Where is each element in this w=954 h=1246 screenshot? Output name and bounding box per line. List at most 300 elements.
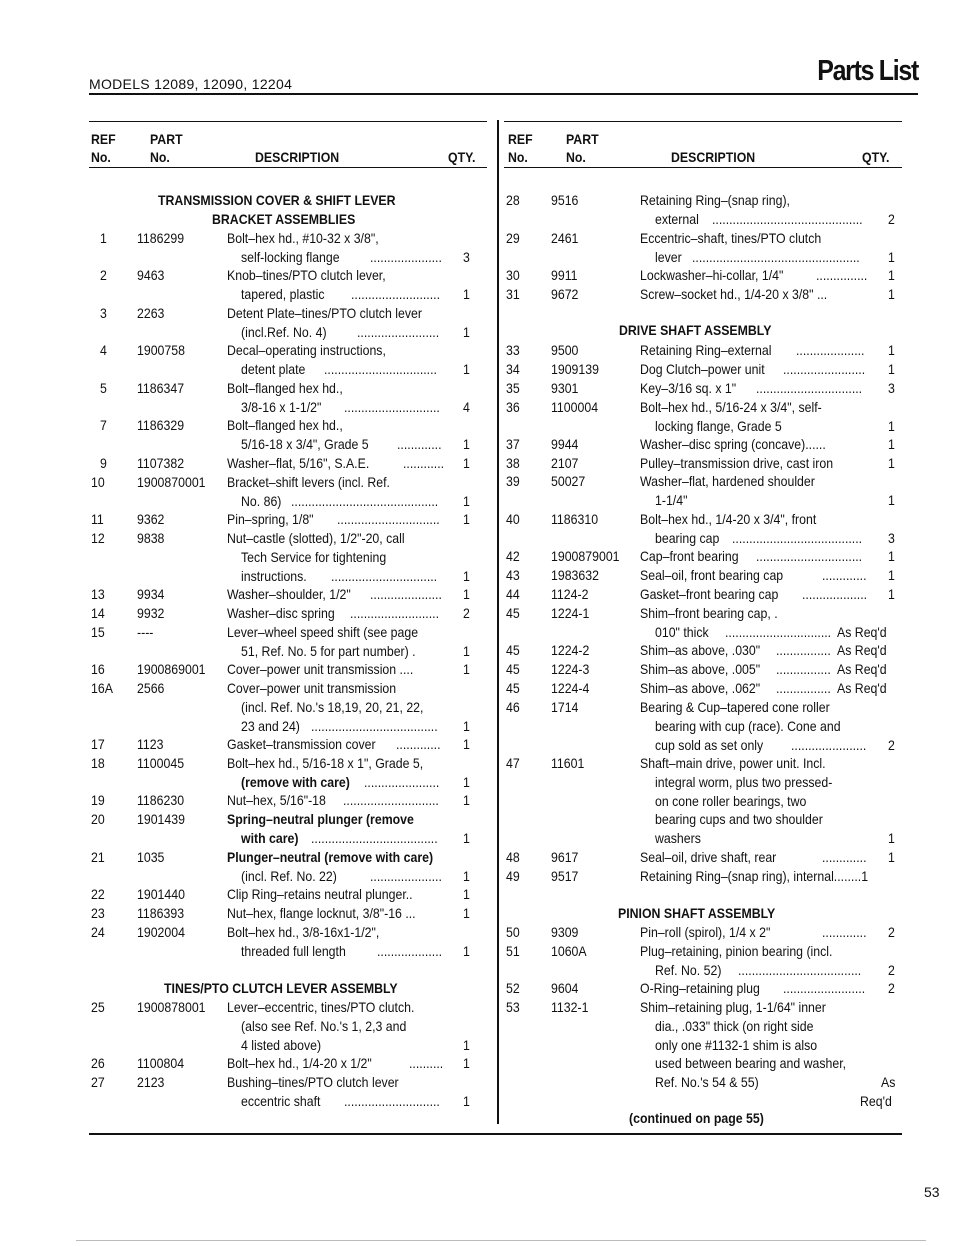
ref-number: 48 — [506, 849, 520, 865]
dot-leader: ........................ — [782, 980, 865, 996]
ref-number: 4 — [100, 342, 107, 358]
part-number: 1186329 — [137, 417, 185, 433]
ref-number: 23 — [91, 905, 105, 921]
quantity: 1 — [887, 548, 895, 564]
description-line: 4 listed above) — [241, 1036, 322, 1053]
description-line: Eccentric–shaft, tines/PTO clutch — [640, 230, 822, 246]
part-number: 1900879001 — [551, 548, 620, 564]
description-line: washers — [655, 830, 701, 847]
part-number: 9934 — [137, 586, 165, 602]
dot-leader: ............. — [822, 849, 867, 865]
quantity: 2 — [887, 210, 895, 227]
description-line: Lockwasher–hi-collar, 1/4" — [640, 267, 784, 283]
section-heading: TRANSMISSION COVER & SHIFT LEVER — [158, 192, 396, 208]
dot-leader: ............................ — [343, 792, 440, 808]
quantity: 1 — [887, 436, 895, 452]
description-line: Pin–spring, 1/8" — [227, 511, 314, 527]
description-line: (incl.Ref. No. 4) — [241, 323, 327, 340]
part-number: 2123 — [137, 1074, 165, 1090]
ref-number: 9 — [100, 455, 107, 471]
dot-leader: ..................................... — [311, 829, 438, 846]
column-divider — [497, 120, 499, 1124]
quantity: 1 — [462, 1036, 470, 1053]
description-line: Bolt–flanged hex hd., — [227, 380, 343, 396]
quantity: 1 — [887, 361, 895, 377]
part-number: 9617 — [551, 849, 579, 865]
dot-leader: ..................... — [369, 586, 442, 602]
description-line: Retaining Ring–(snap ring), — [640, 192, 790, 208]
quantity: As Req'd — [837, 623, 888, 640]
part-number: 1900869001 — [137, 661, 206, 677]
continued-note: (continued on page 55) — [629, 1110, 764, 1126]
part-number: 1900870001 — [137, 474, 206, 490]
dot-leader: .......... — [409, 1055, 444, 1071]
description-line: Screw–socket hd., 1/4-20 x 3/8" ... — [640, 286, 828, 302]
description-line: instructions. — [241, 567, 307, 584]
description-line: bearing cap — [655, 529, 720, 546]
ref-number: 29 — [506, 230, 520, 246]
ref-number: 45 — [506, 661, 520, 677]
quantity: 1 — [462, 511, 470, 527]
description-line: Bolt–hex hd., 5/16-24 x 3/4", self- — [640, 399, 822, 415]
description-line: Plug–retaining, pinion bearing (incl. — [640, 943, 833, 959]
description-line: tapered, plastic — [241, 285, 325, 302]
section-heading: TINES/PTO CLUTCH LEVER ASSEMBLY — [164, 980, 398, 996]
ref-number: 44 — [506, 586, 520, 602]
qty-header-left: QTY. — [448, 149, 476, 165]
dot-leader: ..................... — [370, 867, 443, 884]
description-line: Retaining Ring–(snap ring), internal........1 — [640, 868, 869, 884]
description-line: Bushing–tines/PTO clutch lever — [227, 1074, 399, 1090]
ref-number: 15 — [91, 624, 105, 640]
quantity: 1 — [462, 1092, 470, 1109]
ref-number: 45 — [506, 605, 520, 621]
part-number: 9911 — [551, 267, 578, 283]
description-line: Bolt–flanged hex hd., — [227, 417, 343, 433]
dot-leader: ................................. — [324, 360, 438, 377]
description-line: Bracket–shift levers (incl. Ref. — [227, 474, 390, 490]
dot-leader: ............................... — [756, 548, 863, 564]
description-line: Bearing & Cup–tapered cone roller — [640, 699, 830, 715]
description-line: Cover–power unit transmission — [227, 680, 397, 696]
part-number: 1902004 — [137, 924, 185, 940]
quantity: Req'd — [860, 1093, 892, 1109]
part-number: 9604 — [551, 980, 579, 996]
description-line: O-Ring–retaining plug — [640, 980, 760, 996]
description-line: 23 and 24) — [241, 717, 300, 734]
description-line: Gasket–transmission cover — [227, 736, 376, 752]
quantity: 2 — [887, 980, 895, 996]
ref-number: 5 — [100, 380, 107, 396]
description-line: Cap–front bearing — [640, 548, 739, 564]
quantity: 1 — [462, 285, 470, 302]
quantity: 2 — [887, 961, 895, 978]
ref-number: 34 — [506, 361, 520, 377]
description-line: Pin–roll (spirol), 1/4 x 2" — [640, 924, 771, 940]
quantity: 1 — [462, 661, 470, 677]
quantity: 1 — [887, 455, 895, 471]
part-number: 1900878001 — [137, 999, 206, 1015]
part-number: 1224-1 — [551, 605, 590, 621]
quantity: As Req'd — [837, 661, 888, 677]
description-line: Ref. No. 52) — [655, 961, 722, 978]
description-line: Shim–as above, .005" — [640, 661, 761, 677]
description-line: 5/16-18 x 3/4", Grade 5 — [241, 435, 369, 452]
description-line: Lever–wheel speed shift (see page — [227, 624, 419, 640]
description-line: lever — [655, 248, 682, 265]
description-line: Ref. No.'s 54 & 55) — [655, 1074, 759, 1091]
ref-number: 39 — [506, 473, 520, 489]
quantity: 1 — [462, 586, 470, 602]
description-line: No. 86) — [241, 492, 282, 509]
ref-number: 11 — [91, 511, 104, 527]
description-line: (incl. Ref. No. 22) — [241, 867, 337, 884]
part-header-left: PART No. — [150, 131, 183, 165]
part-number: 9500 — [551, 342, 579, 358]
dot-leader: ................................................. — [692, 248, 860, 265]
page-title: Parts List — [817, 55, 918, 87]
dot-leader: ................... — [802, 586, 868, 602]
quantity: 2 — [462, 605, 470, 621]
description-line: Clip Ring–retains neutral plunger.. — [227, 886, 413, 902]
quantity: As Req'd — [837, 642, 888, 658]
section-heading: BRACKET ASSEMBLIES — [212, 211, 356, 227]
dot-leader: ................ — [776, 680, 831, 696]
description-line: Plunger–neutral (remove with care) — [227, 849, 434, 865]
ref-number: 20 — [91, 811, 105, 827]
description-line: Bolt–hex hd., 3/8-16x1-1/2", — [227, 924, 380, 940]
quantity: 1 — [887, 417, 895, 434]
description-line: 010" thick — [655, 623, 709, 640]
quantity: 1 — [887, 267, 895, 283]
part-number: 1186310 — [551, 511, 599, 527]
dot-leader: ..................... — [370, 248, 443, 265]
part-number: 1901439 — [137, 811, 185, 827]
description-line: only one #1132-1 shim is also — [655, 1036, 818, 1053]
left-table-top-rule — [89, 121, 487, 122]
ref-number: 2 — [100, 267, 107, 283]
description-line: Shim–as above, .030" — [640, 642, 761, 658]
dot-leader: ............ — [402, 455, 444, 471]
header-rule — [89, 93, 918, 95]
bottom-rule — [89, 1133, 902, 1135]
description-line: Nut–hex, 5/16"-18 — [227, 792, 326, 808]
part-number: 2107 — [551, 455, 579, 471]
ref-header-right: REF No. — [508, 131, 533, 165]
ref-number: 45 — [506, 680, 520, 696]
dot-leader: ............................... — [756, 380, 863, 396]
part-number: 1909139 — [551, 361, 599, 377]
part-number: 1186230 — [137, 792, 185, 808]
description-line: (also see Ref. No.'s 1, 2,3 and — [241, 1017, 407, 1034]
description-line: Seal–oil, drive shaft, rear — [640, 849, 777, 865]
dot-leader: ............. — [822, 924, 867, 940]
part-header-right: PART No. — [566, 131, 599, 165]
part-number: 9672 — [551, 286, 579, 302]
part-number: 1100004 — [551, 399, 599, 415]
ref-number: 50 — [506, 924, 520, 940]
left-header-rule — [89, 167, 487, 168]
part-number: 9517 — [551, 868, 579, 884]
part-number: ---- — [137, 624, 154, 640]
ref-number: 35 — [506, 380, 520, 396]
dot-leader: ............. — [822, 567, 867, 583]
quantity: 2 — [887, 736, 895, 753]
quantity: 4 — [462, 398, 470, 415]
description-line: external — [655, 210, 699, 227]
ref-number: 24 — [91, 924, 105, 940]
ref-number: 14 — [91, 605, 105, 621]
part-number: 1132-1 — [551, 999, 589, 1015]
ref-number: 30 — [506, 267, 520, 283]
ref-number: 31 — [506, 286, 520, 302]
dot-leader: ............................... — [330, 567, 437, 584]
part-number: 1107382 — [137, 455, 185, 471]
description-line: used between bearing and washer, — [655, 1055, 847, 1072]
ref-header-left: REF No. — [91, 131, 116, 165]
part-number: 1035 — [137, 849, 165, 865]
part-number: 1901440 — [137, 886, 185, 902]
part-number: 1186393 — [137, 905, 185, 921]
dot-leader: ............................ — [344, 398, 440, 415]
description-line: bearing with cup (race). Cone and — [655, 717, 841, 734]
description-line: Seal–oil, front bearing cap — [640, 567, 784, 583]
description-line: Cover–power unit transmission .... — [227, 661, 414, 677]
quantity: 3 — [887, 529, 895, 546]
description-line: detent plate — [241, 360, 306, 377]
quantity: 1 — [462, 1055, 470, 1071]
dot-leader: .................... — [795, 342, 865, 358]
description-line: Spring–neutral plunger (remove — [227, 811, 414, 827]
quantity: 1 — [887, 830, 895, 847]
ref-number: 16A — [91, 680, 113, 696]
description-line: Bolt–hex hd., 5/16-18 x 1", Grade 5, — [227, 755, 424, 771]
part-number: 1060A — [551, 943, 587, 959]
description-line: Bolt–hex hd., #10-32 x 3/8", — [227, 230, 379, 246]
part-number: 9932 — [137, 605, 165, 621]
section-heading: DRIVE SHAFT ASSEMBLY — [619, 322, 772, 338]
dot-leader: ................ — [776, 661, 831, 677]
part-number: 9944 — [551, 436, 579, 452]
ref-number: 42 — [506, 548, 520, 564]
models-heading: MODELS 12089, 12090, 12204 — [89, 76, 293, 92]
dot-leader: ................... — [377, 942, 443, 959]
part-number: 1224-4 — [551, 680, 590, 696]
section-heading: PINION SHAFT ASSEMBLY — [618, 905, 776, 921]
description-line: 1-1/4" — [655, 491, 688, 508]
description-line: Pulley–transmission drive, cast iron — [640, 455, 834, 471]
quantity: 1 — [462, 642, 470, 659]
description-line: dia., .033" thick (on right side — [655, 1017, 814, 1034]
part-number: 9301 — [551, 380, 579, 396]
description-line: Shim–retaining plug, 1-1/64" inner — [640, 999, 826, 1015]
ref-number: 53 — [506, 999, 520, 1015]
ref-number: 38 — [506, 455, 520, 471]
description-line: with care) — [241, 829, 299, 846]
ref-number: 45 — [506, 642, 520, 658]
description-line: Washer–shoulder, 1/2" — [227, 586, 351, 602]
dot-leader: ................ — [776, 642, 831, 658]
quantity: 1 — [462, 867, 470, 884]
quantity: 1 — [462, 492, 470, 509]
dot-leader: .............................. — [336, 511, 440, 527]
part-number: 1224-2 — [551, 642, 590, 658]
ref-number: 17 — [91, 736, 105, 752]
part-number: 9362 — [137, 511, 165, 527]
dot-leader: ........................ — [782, 361, 865, 377]
part-number: 1900758 — [137, 342, 185, 358]
ref-number: 43 — [506, 567, 520, 583]
dot-leader: ........................................... — [291, 492, 439, 509]
quantity: 1 — [462, 455, 470, 471]
ref-number: 10 — [91, 474, 105, 490]
quantity: 1 — [462, 717, 470, 734]
quantity: 1 — [887, 248, 895, 265]
part-number: 11601 — [551, 755, 585, 771]
right-header-rule — [504, 167, 902, 168]
part-number: 9463 — [137, 267, 165, 283]
dot-leader: ............. — [396, 435, 442, 452]
ref-number: 52 — [506, 980, 520, 996]
description-line: Decal–operating instructions, — [227, 342, 386, 358]
dot-leader: .......................... — [350, 285, 440, 302]
quantity: 1 — [887, 586, 895, 602]
part-number: 1983632 — [551, 567, 599, 583]
quantity: As — [880, 1074, 895, 1091]
ref-number: 19 — [91, 792, 105, 808]
description-line: Washer–flat, 5/16", S.A.E. — [227, 455, 370, 471]
ref-number: 26 — [91, 1055, 105, 1071]
quantity: 1 — [462, 829, 470, 846]
description-line: Tech Service for tightening — [241, 548, 387, 565]
quantity: 1 — [462, 773, 470, 790]
dot-leader: .......................... — [349, 605, 439, 621]
description-line: self-locking flange — [241, 248, 340, 265]
part-number: 50027 — [551, 473, 586, 489]
dot-leader: ........................ — [357, 323, 440, 340]
description-header-left: DESCRIPTION — [255, 149, 340, 165]
description-line: Nut–castle (slotted), 1/2"-20, call — [227, 530, 405, 546]
ref-number: 36 — [506, 399, 520, 415]
part-number: 2263 — [137, 305, 165, 321]
ref-number: 25 — [91, 999, 105, 1015]
ref-number: 1 — [100, 230, 107, 246]
description-line: (remove with care) — [241, 773, 350, 790]
description-line: Shim–front bearing cap, . — [640, 605, 778, 621]
ref-number: 7 — [100, 417, 107, 433]
description-line: 3/8-16 x 1-1/2" — [241, 398, 322, 415]
description-line: locking flange, Grade 5 — [655, 417, 782, 434]
dot-leader: ............... — [815, 267, 867, 283]
qty-header-right: QTY. — [862, 149, 890, 165]
quantity: 1 — [462, 360, 470, 377]
description-line: Gasket–front bearing cap — [640, 586, 779, 602]
dot-leader: ............................................ — [711, 210, 863, 227]
quantity: 1 — [462, 792, 470, 808]
ref-number: 21 — [91, 849, 105, 865]
dot-leader: .................................... — [738, 961, 862, 978]
quantity: 1 — [462, 323, 470, 340]
quantity: 1 — [462, 942, 470, 959]
description-line: Key–3/16 sq. x 1" — [640, 380, 737, 396]
quantity: 1 — [462, 905, 470, 921]
dot-leader: ...................... — [363, 773, 440, 790]
quantity: 1 — [462, 435, 470, 452]
part-number: 1100045 — [137, 755, 185, 771]
ref-number: 18 — [91, 755, 105, 771]
description-line: (incl. Ref. No.'s 18,19, 20, 21, 22, — [241, 698, 424, 715]
ref-number: 16 — [91, 661, 105, 677]
part-number: 1224-3 — [551, 661, 590, 677]
ref-number: 40 — [506, 511, 520, 527]
description-line: Bolt–hex hd., 1/4-20 x 1/2" — [227, 1055, 372, 1071]
quantity: 1 — [887, 286, 895, 302]
quantity: 1 — [887, 567, 895, 583]
ref-number: 22 — [91, 886, 105, 902]
description-line: bearing cups and two shoulder — [655, 811, 823, 828]
description-line: Washer–flat, hardened shoulder — [640, 473, 815, 489]
description-line: Detent Plate–tines/PTO clutch lever — [227, 305, 422, 321]
quantity: 1 — [887, 849, 895, 865]
part-number: 2566 — [137, 680, 165, 696]
quantity: 2 — [887, 924, 895, 940]
quantity: As Req'd — [837, 680, 888, 696]
dot-leader: ..................................... — [311, 717, 438, 734]
description-line: Bolt–hex hd., 1/4-20 x 3/4", front — [640, 511, 817, 527]
description-line: integral worm, plus two pressed- — [655, 773, 833, 790]
description-line: Knob–tines/PTO clutch lever, — [227, 267, 386, 283]
ref-number: 28 — [506, 192, 520, 208]
quantity: 1 — [462, 886, 470, 902]
description-line: cup sold as set only — [655, 736, 764, 753]
description-line: threaded full length — [241, 942, 346, 959]
dot-leader: ...................................... — [731, 529, 862, 546]
ref-number: 47 — [506, 755, 520, 771]
part-number: 9838 — [137, 530, 165, 546]
description-header-right: DESCRIPTION — [671, 149, 756, 165]
description-line: Dog Clutch–power unit — [640, 361, 765, 377]
quantity: 1 — [462, 736, 470, 752]
description-line: Shim–as above, .062" — [640, 680, 761, 696]
dot-leader: ............................ — [344, 1092, 440, 1109]
ref-number: 33 — [506, 342, 520, 358]
part-number: 9516 — [551, 192, 579, 208]
right-table-top-rule — [504, 121, 902, 122]
quantity: 1 — [462, 567, 470, 584]
description-line: Lever–eccentric, tines/PTO clutch. — [227, 999, 415, 1015]
quantity: 1 — [887, 491, 895, 508]
quantity: 3 — [462, 248, 470, 265]
part-number: 1100804 — [137, 1055, 185, 1071]
part-number: 2461 — [551, 230, 579, 246]
description-line: eccentric shaft — [241, 1092, 321, 1109]
description-line: 51, Ref. No. 5 for part number) . — [241, 642, 416, 659]
description-line: Retaining Ring–external — [640, 342, 772, 358]
quantity: 3 — [887, 380, 895, 396]
ref-number: 12 — [91, 530, 105, 546]
description-line: Washer–disc spring — [227, 605, 335, 621]
part-number: 1186299 — [137, 230, 185, 246]
part-number: 1186347 — [137, 380, 185, 396]
description-line: Washer–disc spring (concave)...... — [640, 436, 826, 452]
ref-number: 27 — [91, 1074, 105, 1090]
ref-number: 51 — [506, 943, 520, 959]
ref-number: 13 — [91, 586, 105, 602]
quantity: 1 — [887, 342, 895, 358]
part-number: 1714 — [551, 699, 579, 715]
part-number: 9309 — [551, 924, 579, 940]
ref-number: 46 — [506, 699, 520, 715]
